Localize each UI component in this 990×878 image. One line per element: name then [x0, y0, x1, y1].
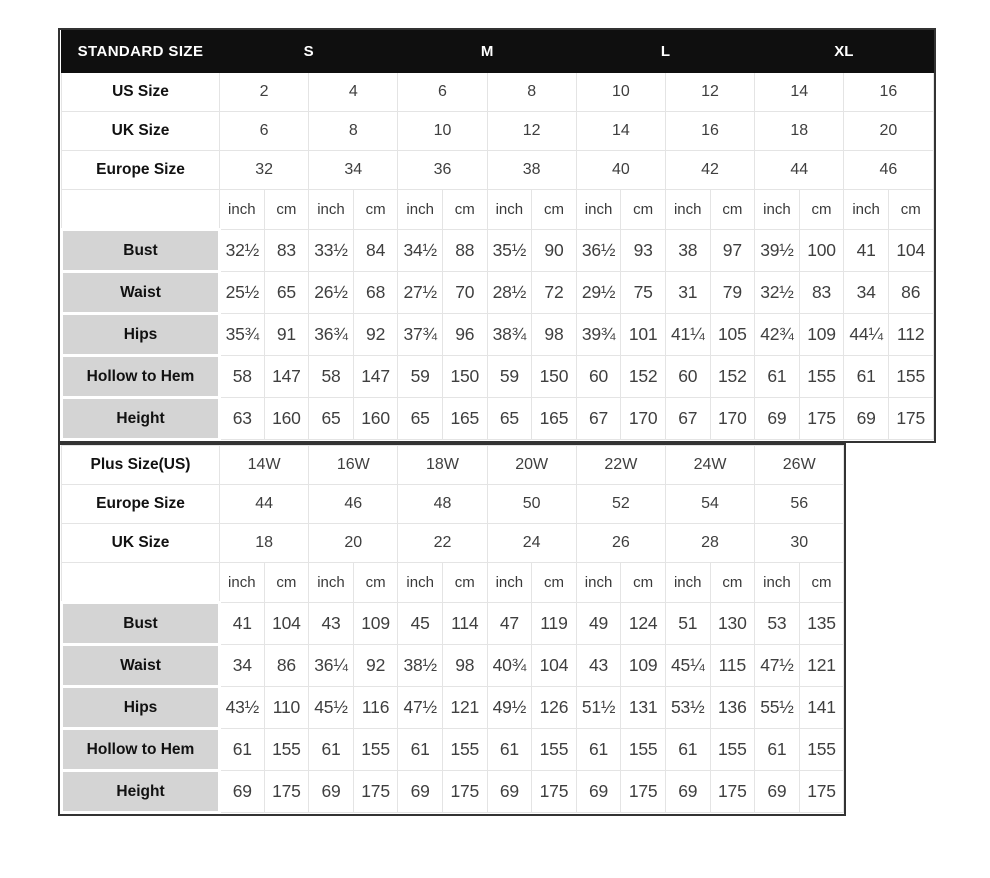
- row-label: Hips: [62, 314, 220, 356]
- unit-cell: inch: [309, 563, 354, 603]
- measurement-value-cell: 61: [755, 356, 800, 398]
- measurement-value-cell: 69: [844, 398, 889, 440]
- measurement-value-cell: 61: [309, 729, 354, 771]
- measurement-value-cell: 65: [398, 398, 443, 440]
- conversion-value-cell: 56: [755, 485, 844, 524]
- standard-size-table-frame: [58, 28, 936, 443]
- measurement-value-cell: 69: [755, 771, 800, 813]
- row-label: Waist: [62, 272, 220, 314]
- measurement-value-cell: 28½: [487, 272, 532, 314]
- measurement-value-cell: 47½: [398, 687, 443, 729]
- measurement-value-cell: 39½: [755, 230, 800, 272]
- measurement-value-cell: 130: [710, 603, 755, 645]
- measurement-value-cell: 32½: [755, 272, 800, 314]
- conversion-value-cell: 44: [220, 485, 309, 524]
- measurement-value-cell: 104: [264, 603, 309, 645]
- measurement-value-cell: 104: [888, 230, 933, 272]
- measurement-value-cell: 86: [888, 272, 933, 314]
- unit-cell: cm: [532, 563, 577, 603]
- measurement-value-cell: 41: [844, 230, 889, 272]
- measurement-value-cell: 155: [799, 729, 844, 771]
- measurement-value-cell: 61: [755, 729, 800, 771]
- measurement-value-cell: 59: [487, 356, 532, 398]
- measurement-value-cell: 69: [398, 771, 443, 813]
- measurement-value-cell: 68: [353, 272, 398, 314]
- measurement-value-cell: 59: [398, 356, 443, 398]
- conversion-value-cell: 32: [220, 151, 309, 190]
- size-group-cell: L: [576, 31, 754, 73]
- measurement-value-cell: 79: [710, 272, 755, 314]
- measurement-value-cell: 100: [799, 230, 844, 272]
- unit-cell: cm: [264, 563, 309, 603]
- measurement-value-cell: 29½: [576, 272, 621, 314]
- measurement-value-cell: 75: [621, 272, 666, 314]
- measurement-value-cell: 96: [442, 314, 487, 356]
- conversion-value-cell: 10: [398, 112, 487, 151]
- unit-cell: cm: [264, 190, 309, 230]
- conversion-value-cell: 26W: [755, 446, 844, 485]
- plus-size-table-frame: [58, 443, 846, 816]
- conversion-value-cell: 28: [665, 524, 754, 563]
- measurement-value-cell: 155: [621, 729, 666, 771]
- conversion-value-cell: 20: [309, 524, 398, 563]
- measurement-value-cell: 155: [442, 729, 487, 771]
- unit-cell: inch: [665, 563, 710, 603]
- measurement-value-cell: 43: [576, 645, 621, 687]
- conversion-value-cell: 18W: [398, 446, 487, 485]
- measurement-value-cell: 175: [621, 771, 666, 813]
- conversion-value-cell: 14W: [220, 446, 309, 485]
- measurement-value-cell: 126: [532, 687, 577, 729]
- conversion-value-cell: 18: [755, 112, 844, 151]
- measurement-value-cell: 105: [710, 314, 755, 356]
- row-label: UK Size: [62, 112, 220, 151]
- conversion-value-cell: 18: [220, 524, 309, 563]
- measurement-value-cell: 47: [487, 603, 532, 645]
- measurement-value-cell: 160: [264, 398, 309, 440]
- measurement-value-cell: 109: [353, 603, 398, 645]
- conversion-value-cell: 4: [309, 73, 398, 112]
- measurement-value-cell: 41: [220, 603, 265, 645]
- measurement-value-cell: 49½: [487, 687, 532, 729]
- measurement-value-cell: 61: [576, 729, 621, 771]
- measurement-value-cell: 69: [665, 771, 710, 813]
- unit-cell: cm: [710, 563, 755, 603]
- unit-cell: inch: [576, 190, 621, 230]
- measurement-value-cell: 90: [532, 230, 577, 272]
- measurement-value-cell: 53½: [665, 687, 710, 729]
- measurement-value-cell: 175: [888, 398, 933, 440]
- measurement-value-cell: 155: [710, 729, 755, 771]
- unit-cell: inch: [755, 563, 800, 603]
- conversion-value-cell: 14: [755, 73, 844, 112]
- measurement-value-cell: 65: [264, 272, 309, 314]
- unit-cell: inch: [487, 190, 532, 230]
- measurement-value-cell: 121: [442, 687, 487, 729]
- row-label: Hollow to Hem: [62, 356, 220, 398]
- measurement-value-cell: 175: [799, 771, 844, 813]
- measurement-value-cell: 147: [264, 356, 309, 398]
- measurement-value-cell: 34½: [398, 230, 443, 272]
- measurement-value-cell: 97: [710, 230, 755, 272]
- unit-cell: cm: [532, 190, 577, 230]
- unit-cell: cm: [353, 563, 398, 603]
- measurement-value-cell: 47½: [755, 645, 800, 687]
- measurement-value-cell: 69: [755, 398, 800, 440]
- measurement-value-cell: 27½: [398, 272, 443, 314]
- conversion-value-cell: 14: [576, 112, 665, 151]
- row-label: Bust: [62, 230, 220, 272]
- conversion-value-cell: 16: [844, 73, 933, 112]
- measurement-value-cell: 69: [309, 771, 354, 813]
- measurement-value-cell: 155: [353, 729, 398, 771]
- measurement-value-cell: 61: [220, 729, 265, 771]
- unit-cell: cm: [353, 190, 398, 230]
- measurement-value-cell: 41¼: [665, 314, 710, 356]
- measurement-value-cell: 40¾: [487, 645, 532, 687]
- row-label: Hips: [62, 687, 220, 729]
- measurement-value-cell: 136: [710, 687, 755, 729]
- measurement-value-cell: 131: [621, 687, 666, 729]
- measurement-value-cell: 69: [576, 771, 621, 813]
- row-label: Plus Size(US): [62, 446, 220, 485]
- measurement-value-cell: 25½: [220, 272, 265, 314]
- conversion-value-cell: 22W: [576, 446, 665, 485]
- measurement-value-cell: 114: [442, 603, 487, 645]
- measurement-value-cell: 152: [621, 356, 666, 398]
- measurement-value-cell: 155: [888, 356, 933, 398]
- measurement-value-cell: 72: [532, 272, 577, 314]
- row-label: Europe Size: [62, 485, 220, 524]
- measurement-value-cell: 38: [665, 230, 710, 272]
- unit-cell: inch: [309, 190, 354, 230]
- measurement-value-cell: 155: [264, 729, 309, 771]
- measurement-value-cell: 83: [264, 230, 309, 272]
- measurement-value-cell: 115: [710, 645, 755, 687]
- measurement-value-cell: 42¾: [755, 314, 800, 356]
- measurement-value-cell: 58: [220, 356, 265, 398]
- measurement-value-cell: 175: [442, 771, 487, 813]
- measurement-value-cell: 170: [710, 398, 755, 440]
- row-label: US Size: [62, 73, 220, 112]
- conversion-value-cell: 44: [755, 151, 844, 190]
- conversion-value-cell: 6: [398, 73, 487, 112]
- measurement-value-cell: 36¾: [309, 314, 354, 356]
- measurement-value-cell: 60: [576, 356, 621, 398]
- measurement-value-cell: 31: [665, 272, 710, 314]
- measurement-value-cell: 65: [309, 398, 354, 440]
- measurement-value-cell: 141: [799, 687, 844, 729]
- conversion-value-cell: 24: [487, 524, 576, 563]
- unit-cell: inch: [487, 563, 532, 603]
- measurement-value-cell: 92: [353, 314, 398, 356]
- measurement-value-cell: 63: [220, 398, 265, 440]
- measurement-value-cell: 33½: [309, 230, 354, 272]
- measurement-value-cell: 155: [532, 729, 577, 771]
- conversion-value-cell: 16: [665, 112, 754, 151]
- conversion-value-cell: 38: [487, 151, 576, 190]
- row-label: Europe Size: [62, 151, 220, 190]
- unit-cell: cm: [888, 190, 933, 230]
- measurement-value-cell: 124: [621, 603, 666, 645]
- measurement-value-cell: 150: [442, 356, 487, 398]
- measurement-value-cell: 61: [665, 729, 710, 771]
- size-group-cell: M: [398, 31, 576, 73]
- conversion-value-cell: 2: [220, 73, 309, 112]
- unit-cell: inch: [844, 190, 889, 230]
- conversion-value-cell: 34: [309, 151, 398, 190]
- measurement-value-cell: 58: [309, 356, 354, 398]
- measurement-value-cell: 84: [353, 230, 398, 272]
- measurement-value-cell: 67: [576, 398, 621, 440]
- measurement-value-cell: 104: [532, 645, 577, 687]
- measurement-value-cell: 119: [532, 603, 577, 645]
- measurement-value-cell: 150: [532, 356, 577, 398]
- measurement-value-cell: 61: [487, 729, 532, 771]
- measurement-value-cell: 36¼: [309, 645, 354, 687]
- measurement-value-cell: 65: [487, 398, 532, 440]
- measurement-value-cell: 39¾: [576, 314, 621, 356]
- conversion-value-cell: 16W: [309, 446, 398, 485]
- measurement-value-cell: 170: [621, 398, 666, 440]
- measurement-value-cell: 98: [532, 314, 577, 356]
- unit-cell: inch: [398, 563, 443, 603]
- measurement-value-cell: 109: [799, 314, 844, 356]
- conversion-value-cell: 20: [844, 112, 933, 151]
- unit-cell: cm: [799, 190, 844, 230]
- measurement-value-cell: 175: [799, 398, 844, 440]
- row-label: Height: [62, 771, 220, 813]
- conversion-value-cell: 42: [665, 151, 754, 190]
- unit-cell: cm: [442, 190, 487, 230]
- row-label: Height: [62, 398, 220, 440]
- unit-cell: cm: [799, 563, 844, 603]
- size-group-cell: S: [220, 31, 398, 73]
- measurement-value-cell: 165: [532, 398, 577, 440]
- unit-cell: inch: [576, 563, 621, 603]
- measurement-value-cell: 93: [621, 230, 666, 272]
- row-label: Hollow to Hem: [62, 729, 220, 771]
- measurement-value-cell: 69: [487, 771, 532, 813]
- conversion-value-cell: 22: [398, 524, 487, 563]
- unit-cell: cm: [621, 563, 666, 603]
- conversion-value-cell: 8: [309, 112, 398, 151]
- measurement-value-cell: 34: [220, 645, 265, 687]
- measurement-value-cell: 55½: [755, 687, 800, 729]
- measurement-value-cell: 175: [264, 771, 309, 813]
- unit-cell: cm: [710, 190, 755, 230]
- measurement-value-cell: 45½: [309, 687, 354, 729]
- unit-cell: inch: [398, 190, 443, 230]
- unit-cell: inch: [220, 563, 265, 603]
- conversion-value-cell: 12: [487, 112, 576, 151]
- conversion-value-cell: 10: [576, 73, 665, 112]
- measurement-value-cell: 67: [665, 398, 710, 440]
- conversion-value-cell: 52: [576, 485, 665, 524]
- measurement-value-cell: 69: [220, 771, 265, 813]
- unit-cell: inch: [755, 190, 800, 230]
- conversion-value-cell: 54: [665, 485, 754, 524]
- measurement-value-cell: 98: [442, 645, 487, 687]
- measurement-value-cell: 38½: [398, 645, 443, 687]
- conversion-value-cell: 36: [398, 151, 487, 190]
- measurement-value-cell: 61: [844, 356, 889, 398]
- measurement-value-cell: 45: [398, 603, 443, 645]
- conversion-value-cell: 40: [576, 151, 665, 190]
- unit-cell: inch: [665, 190, 710, 230]
- conversion-value-cell: 24W: [665, 446, 754, 485]
- measurement-value-cell: 35¾: [220, 314, 265, 356]
- measurement-value-cell: 175: [710, 771, 755, 813]
- measurement-value-cell: 88: [442, 230, 487, 272]
- measurement-value-cell: 112: [888, 314, 933, 356]
- conversion-value-cell: 48: [398, 485, 487, 524]
- measurement-value-cell: 121: [799, 645, 844, 687]
- measurement-value-cell: 61: [398, 729, 443, 771]
- measurement-value-cell: 26½: [309, 272, 354, 314]
- conversion-value-cell: 30: [755, 524, 844, 563]
- measurement-value-cell: 110: [264, 687, 309, 729]
- measurement-value-cell: 91: [264, 314, 309, 356]
- measurement-value-cell: 116: [353, 687, 398, 729]
- row-label: Waist: [62, 645, 220, 687]
- conversion-value-cell: 46: [309, 485, 398, 524]
- measurement-value-cell: 86: [264, 645, 309, 687]
- measurement-value-cell: 175: [353, 771, 398, 813]
- measurement-value-cell: 32½: [220, 230, 265, 272]
- measurement-value-cell: 147: [353, 356, 398, 398]
- table-title: STANDARD SIZE: [62, 31, 220, 73]
- measurement-value-cell: 175: [532, 771, 577, 813]
- conversion-value-cell: 8: [487, 73, 576, 112]
- unit-cell: inch: [220, 190, 265, 230]
- conversion-value-cell: 6: [220, 112, 309, 151]
- unit-row-corner: [62, 563, 220, 603]
- measurement-value-cell: 109: [621, 645, 666, 687]
- measurement-value-cell: 51: [665, 603, 710, 645]
- measurement-value-cell: 92: [353, 645, 398, 687]
- measurement-value-cell: 44¼: [844, 314, 889, 356]
- unit-cell: cm: [621, 190, 666, 230]
- measurement-value-cell: 135: [799, 603, 844, 645]
- measurement-value-cell: 165: [442, 398, 487, 440]
- conversion-value-cell: 20W: [487, 446, 576, 485]
- measurement-value-cell: 38¾: [487, 314, 532, 356]
- measurement-value-cell: 53: [755, 603, 800, 645]
- measurement-value-cell: 34: [844, 272, 889, 314]
- size-group-cell: XL: [755, 31, 933, 73]
- measurement-value-cell: 70: [442, 272, 487, 314]
- measurement-value-cell: 36½: [576, 230, 621, 272]
- measurement-value-cell: 37¾: [398, 314, 443, 356]
- standard-size-table: [60, 30, 934, 441]
- measurement-value-cell: 43½: [220, 687, 265, 729]
- unit-cell: cm: [442, 563, 487, 603]
- measurement-value-cell: 51½: [576, 687, 621, 729]
- measurement-value-cell: 49: [576, 603, 621, 645]
- conversion-value-cell: 46: [844, 151, 933, 190]
- measurement-value-cell: 60: [665, 356, 710, 398]
- conversion-value-cell: 50: [487, 485, 576, 524]
- measurement-value-cell: 83: [799, 272, 844, 314]
- measurement-value-cell: 45¼: [665, 645, 710, 687]
- row-label: UK Size: [62, 524, 220, 563]
- conversion-value-cell: 12: [665, 73, 754, 112]
- unit-row-corner: [62, 190, 220, 230]
- plus-size-table: [60, 445, 844, 814]
- measurement-value-cell: 101: [621, 314, 666, 356]
- measurement-value-cell: 35½: [487, 230, 532, 272]
- measurement-value-cell: 152: [710, 356, 755, 398]
- measurement-value-cell: 160: [353, 398, 398, 440]
- measurement-value-cell: 43: [309, 603, 354, 645]
- row-label: Bust: [62, 603, 220, 645]
- measurement-value-cell: 155: [799, 356, 844, 398]
- conversion-value-cell: 26: [576, 524, 665, 563]
